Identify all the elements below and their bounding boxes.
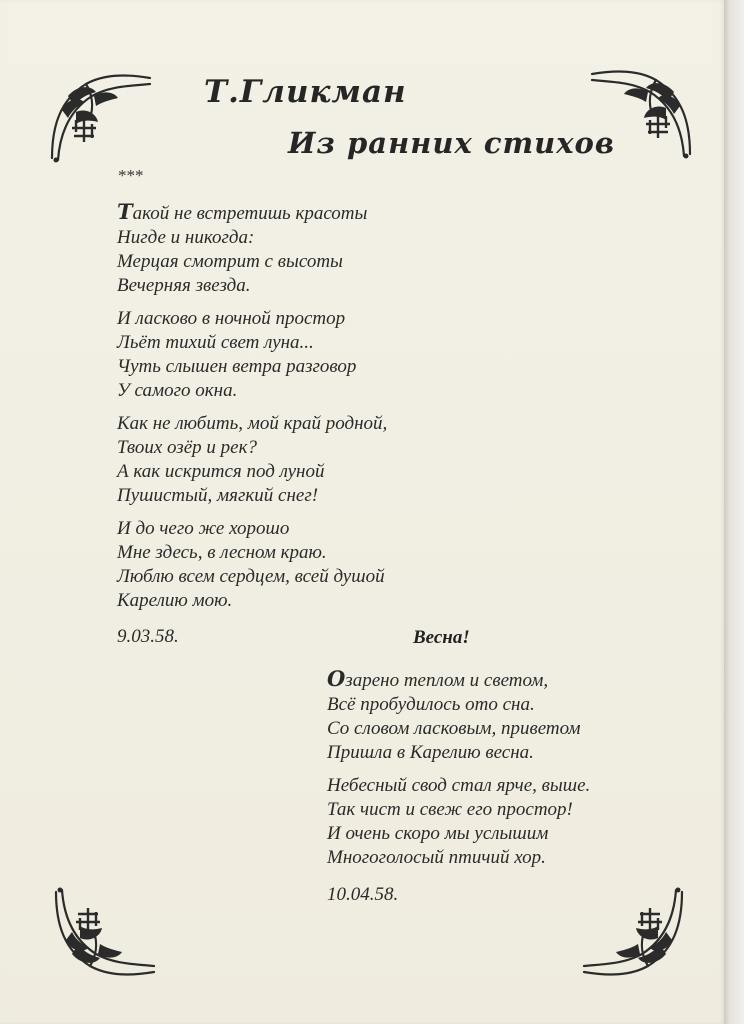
poem-line: Со словом ласковым, приветом (327, 718, 581, 739)
poem-line-rest: акой не встретишь красоты (132, 203, 368, 224)
poem-line (327, 667, 590, 693)
poem-line: Карелию мою. (117, 590, 233, 611)
poem-1-date: 9.03.58. (117, 626, 179, 647)
stanza (117, 200, 387, 298)
floral-corner-ornament-icon (50, 884, 160, 984)
stanza (327, 774, 590, 870)
poem-line (117, 200, 387, 226)
page-edge (724, 0, 744, 1024)
poem-line: У самого окна. (117, 380, 238, 401)
stanza (117, 517, 387, 613)
poem-2 (327, 667, 590, 879)
poem-line: И очень скоро мы услышим (327, 823, 549, 844)
drop-cap: Т (117, 199, 133, 224)
drop-cap: О (327, 666, 346, 691)
poem-line-rest: зарено теплом и светом, (345, 670, 549, 691)
poem-line: И до чего же хорошо (117, 518, 290, 539)
poem-1 (117, 200, 387, 622)
collection-title: Из ранних стихов (288, 126, 615, 160)
poem-line: Вечерняя звезда. (117, 275, 251, 296)
poem-line: Пушистый, мягкий снег! (117, 485, 319, 506)
poem-line: Как не любить, мой край родной, (117, 413, 388, 434)
author-name: Т.Гликман (204, 74, 407, 110)
floral-corner-ornament-icon (46, 66, 156, 166)
poem-line: И ласково в ночной простор (117, 308, 346, 329)
stanza (117, 307, 387, 403)
poem-line: Чуть слышен ветра разговор (117, 356, 357, 377)
poem-2-title: Весна! (413, 627, 470, 648)
poem-line: Люблю всем сердцем, всей душой (117, 566, 385, 587)
poem-line: Льёт тихий свет луна... (117, 332, 314, 353)
poem-line: Пришла в Карелию весна. (327, 742, 534, 763)
floral-corner-ornament-icon (578, 884, 688, 984)
poem-line: А как искрится под луной (117, 461, 325, 482)
poem-line: Мне здесь, в лесном краю. (117, 542, 327, 563)
poem-line: Мерцая смотрит с высоты (117, 251, 343, 272)
stanza (117, 412, 387, 508)
poem-line: Всё пробудилось ото сна. (327, 694, 535, 715)
poem-line: Небесный свод стал ярче, выше. (327, 775, 591, 796)
poem-line: Нигде и никогда: (117, 227, 255, 248)
poem-line: Твоих озёр и рек? (117, 437, 257, 458)
poem-line: Многоголосый птичий хор. (327, 847, 546, 868)
poem-separator: *** (118, 166, 144, 185)
poem-2-date: 10.04.58. (327, 884, 399, 905)
poem-line: Так чист и свеж его простор! (327, 799, 573, 820)
stanza (327, 667, 590, 765)
